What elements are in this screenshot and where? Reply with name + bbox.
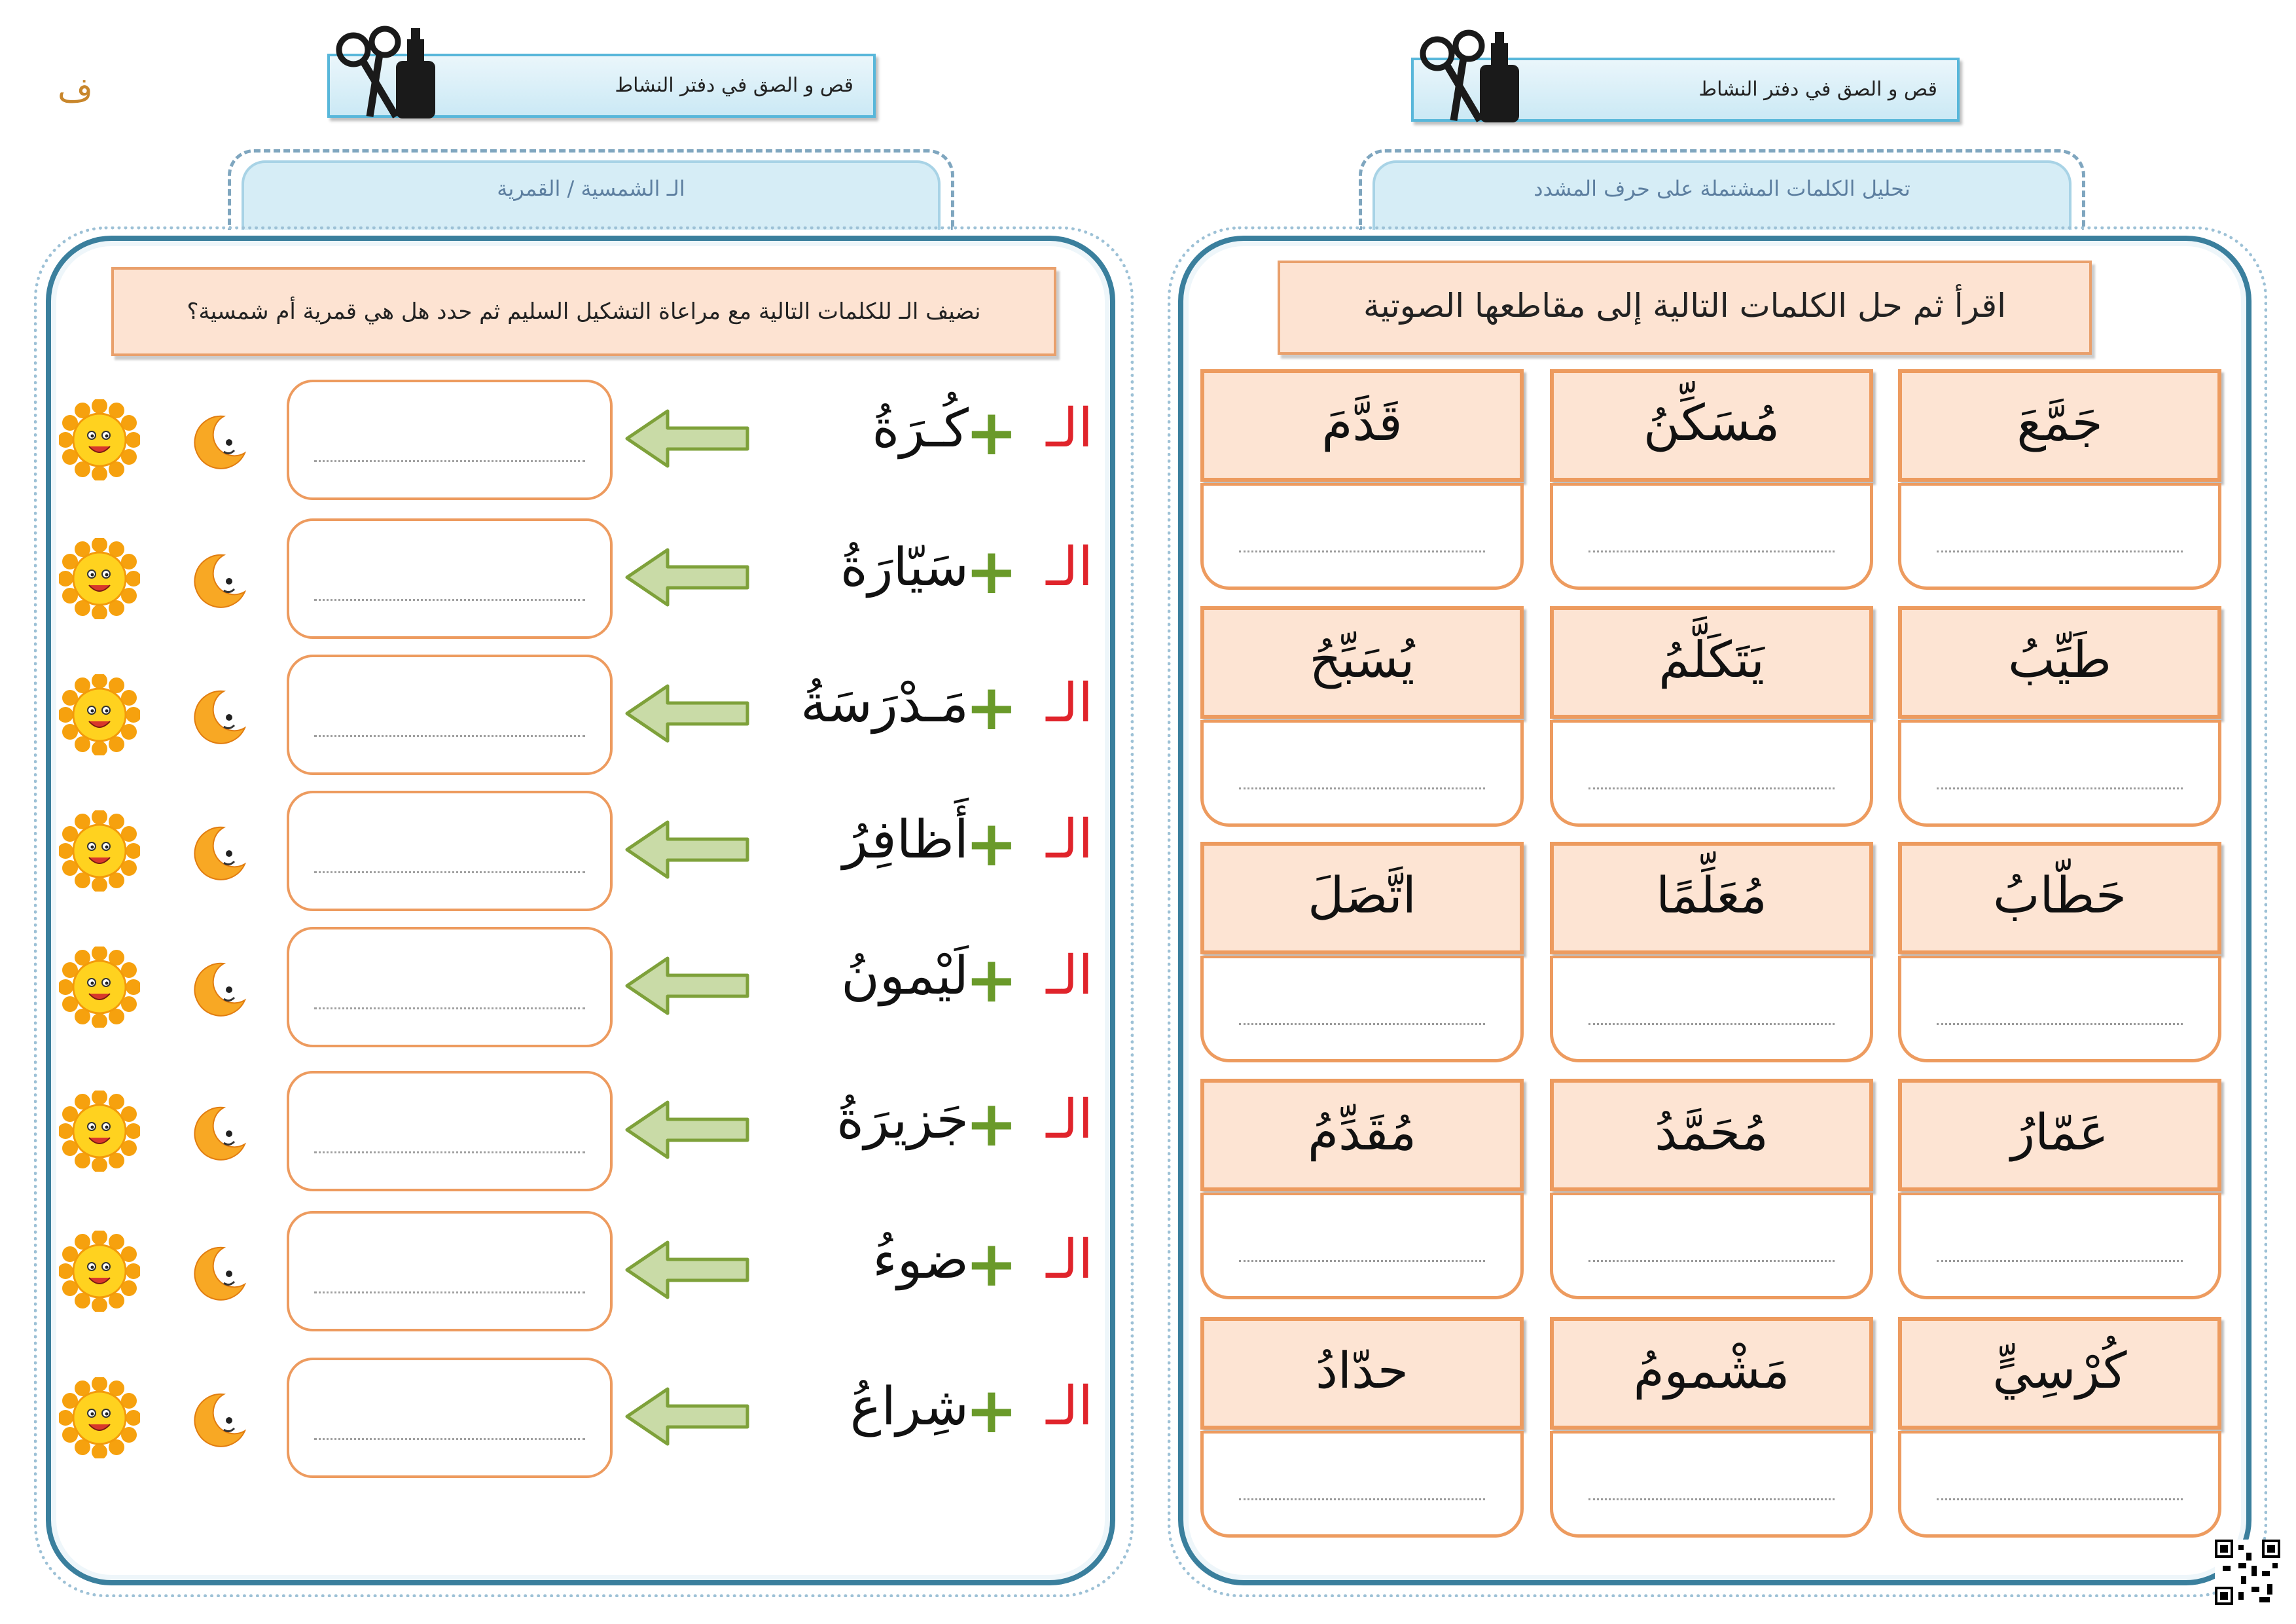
answer-field[interactable]: [287, 380, 613, 500]
word-box: قَدَّمَ: [1200, 369, 1524, 482]
syllable-answer-field[interactable]: [1200, 1431, 1524, 1538]
word-box: طَيِّبُ: [1898, 606, 2221, 719]
al-prefix: الـ: [1046, 397, 1093, 460]
word-label: ضوءُ: [872, 1229, 969, 1290]
word-label: شِراعُ: [850, 1376, 969, 1437]
syllable-cell: [1200, 842, 1524, 1062]
syllable-answer-field[interactable]: [1898, 956, 2221, 1062]
al-prefix: الـ: [1046, 1229, 1093, 1291]
plus-sign: +: [965, 1087, 1018, 1161]
syllable-answer-field[interactable]: [1550, 1431, 1873, 1538]
moon-icon[interactable]: [190, 687, 249, 746]
word-row: [59, 380, 1093, 504]
syllable-cell: [1550, 369, 1873, 590]
word-box: مُقَدِّمُ: [1200, 1079, 1524, 1191]
left-section-title: الـ الشمسية / القمرية: [497, 176, 685, 201]
al-prefix: الـ: [1046, 1089, 1093, 1151]
left-task-instruction: نضيف الـ للكلمات التالية مع مراعاة التشكيل السليم ثم حدد هل هي قمرية أم شمسية؟: [111, 267, 1056, 356]
sun-icon[interactable]: [59, 674, 140, 755]
syllable-answer-field[interactable]: [1200, 720, 1524, 827]
syllable-cell: [1200, 606, 1524, 827]
al-prefix: الـ: [1046, 808, 1093, 871]
plus-sign: +: [965, 1227, 1018, 1301]
syllable-cell: [1898, 1317, 2221, 1538]
corner-letter: ف: [58, 71, 93, 110]
syllable-answer-field[interactable]: [1550, 483, 1873, 590]
word-box: مَشْمومُ: [1550, 1317, 1873, 1430]
answer-field[interactable]: [287, 518, 613, 639]
syllable-answer-field[interactable]: [1200, 483, 1524, 590]
word-box: مُحَمَّدُ: [1550, 1079, 1873, 1191]
answer-field[interactable]: [287, 1358, 613, 1478]
plus-sign: +: [965, 807, 1018, 880]
left-instruction-bar: [327, 54, 876, 118]
sun-icon[interactable]: [59, 399, 140, 480]
al-prefix: الـ: [1046, 536, 1093, 598]
syllable-cell: [1898, 606, 2221, 827]
moon-icon[interactable]: [190, 412, 249, 471]
syllable-answer-field[interactable]: [1898, 1193, 2221, 1299]
syllable-answer-field[interactable]: [1550, 956, 1873, 1062]
answer-field[interactable]: [287, 1071, 613, 1191]
right-section-title: تحليل الكلمات المشتملة على حرف المشدد: [1534, 176, 1910, 201]
right-task-instruction: اقرأ ثم حل الكلمات التالية إلى مقاطعها الصوتية: [1278, 261, 2092, 355]
syllable-cell: [1200, 369, 1524, 590]
word-box: عَمّارُ: [1898, 1079, 2221, 1191]
qr-code-icon: [2215, 1540, 2280, 1605]
sun-icon[interactable]: [59, 1091, 140, 1172]
word-row: [59, 927, 1093, 1051]
syllable-cell: [1550, 1079, 1873, 1299]
word-box: مُعَلِّمًا: [1550, 842, 1873, 954]
moon-icon[interactable]: [190, 551, 249, 610]
sun-icon[interactable]: [59, 538, 140, 619]
word-row: [59, 791, 1093, 915]
moon-icon[interactable]: [190, 1390, 249, 1449]
right-section-tab: [1359, 149, 2085, 230]
answer-field[interactable]: [287, 791, 613, 911]
word-box: حدّادُ: [1200, 1317, 1524, 1430]
syllable-answer-field[interactable]: [1200, 956, 1524, 1062]
word-label: جَزيرَةُ: [836, 1089, 969, 1150]
answer-field[interactable]: [287, 927, 613, 1047]
syllable-answer-field[interactable]: [1898, 483, 2221, 590]
sun-icon[interactable]: [59, 1231, 140, 1312]
word-row: [59, 655, 1093, 779]
sun-icon[interactable]: [59, 810, 140, 892]
al-prefix: الـ: [1046, 945, 1093, 1007]
word-row: [59, 518, 1093, 643]
plus-sign: +: [965, 943, 1018, 1017]
scissors-glue-icon: [1418, 29, 1529, 127]
word-box: حَطّابُ: [1898, 842, 2221, 954]
word-label: أَظافِرُ: [842, 809, 969, 870]
word-row: [59, 1211, 1093, 1335]
plus-sign: +: [965, 1374, 1018, 1447]
right-instruction-bar: [1411, 58, 1960, 122]
word-box: يَتَكَلَّمُ: [1550, 606, 1873, 719]
answer-field[interactable]: [287, 655, 613, 775]
al-prefix: الـ: [1046, 672, 1093, 734]
word-box: اتَّصَلَ: [1200, 842, 1524, 954]
word-label: كُـرَةُ: [872, 398, 969, 459]
answer-field[interactable]: [287, 1211, 613, 1331]
syllable-answer-field[interactable]: [1200, 1193, 1524, 1299]
syllable-answer-field[interactable]: [1898, 720, 2221, 827]
moon-icon[interactable]: [190, 960, 249, 1019]
sun-icon[interactable]: [59, 947, 140, 1028]
word-label: مَـدْرَسَةُ: [800, 673, 969, 734]
syllable-cell: [1898, 1079, 2221, 1299]
plus-sign: +: [965, 396, 1018, 469]
word-row: [59, 1071, 1093, 1195]
syllable-cell: [1898, 369, 2221, 590]
syllable-cell: [1550, 842, 1873, 1062]
scissors-glue-icon: [334, 25, 445, 123]
word-box: جَمَّعَ: [1898, 369, 2221, 482]
sun-icon[interactable]: [59, 1377, 140, 1458]
left-instruction-text: قص و الصق في دفتر النشاط: [615, 74, 853, 97]
syllable-answer-field[interactable]: [1898, 1431, 2221, 1538]
plus-sign: +: [965, 535, 1018, 608]
syllable-answer-field[interactable]: [1550, 1193, 1873, 1299]
moon-icon[interactable]: [190, 823, 249, 882]
word-box: يُسَبِّحُ: [1200, 606, 1524, 719]
syllable-cell: [1898, 842, 2221, 1062]
syllable-cell: [1550, 606, 1873, 827]
moon-icon[interactable]: [190, 1244, 249, 1303]
syllable-answer-field[interactable]: [1550, 720, 1873, 827]
al-prefix: الـ: [1046, 1375, 1093, 1437]
word-box: مُسَكِّنُ: [1550, 369, 1873, 482]
moon-icon[interactable]: [190, 1104, 249, 1163]
syllable-cell: [1200, 1317, 1524, 1538]
right-instruction-text: قص و الصق في دفتر النشاط: [1698, 78, 1937, 101]
word-row: [59, 1358, 1093, 1482]
word-label: سَيّارَةُ: [840, 537, 969, 598]
syllable-cell: [1550, 1317, 1873, 1538]
syllable-cell: [1200, 1079, 1524, 1299]
left-section-tab: [228, 149, 954, 230]
word-box: كُرْسِيٍّ: [1898, 1317, 2221, 1430]
plus-sign: +: [965, 671, 1018, 744]
word-label: لَيْمونُ: [841, 945, 969, 1006]
